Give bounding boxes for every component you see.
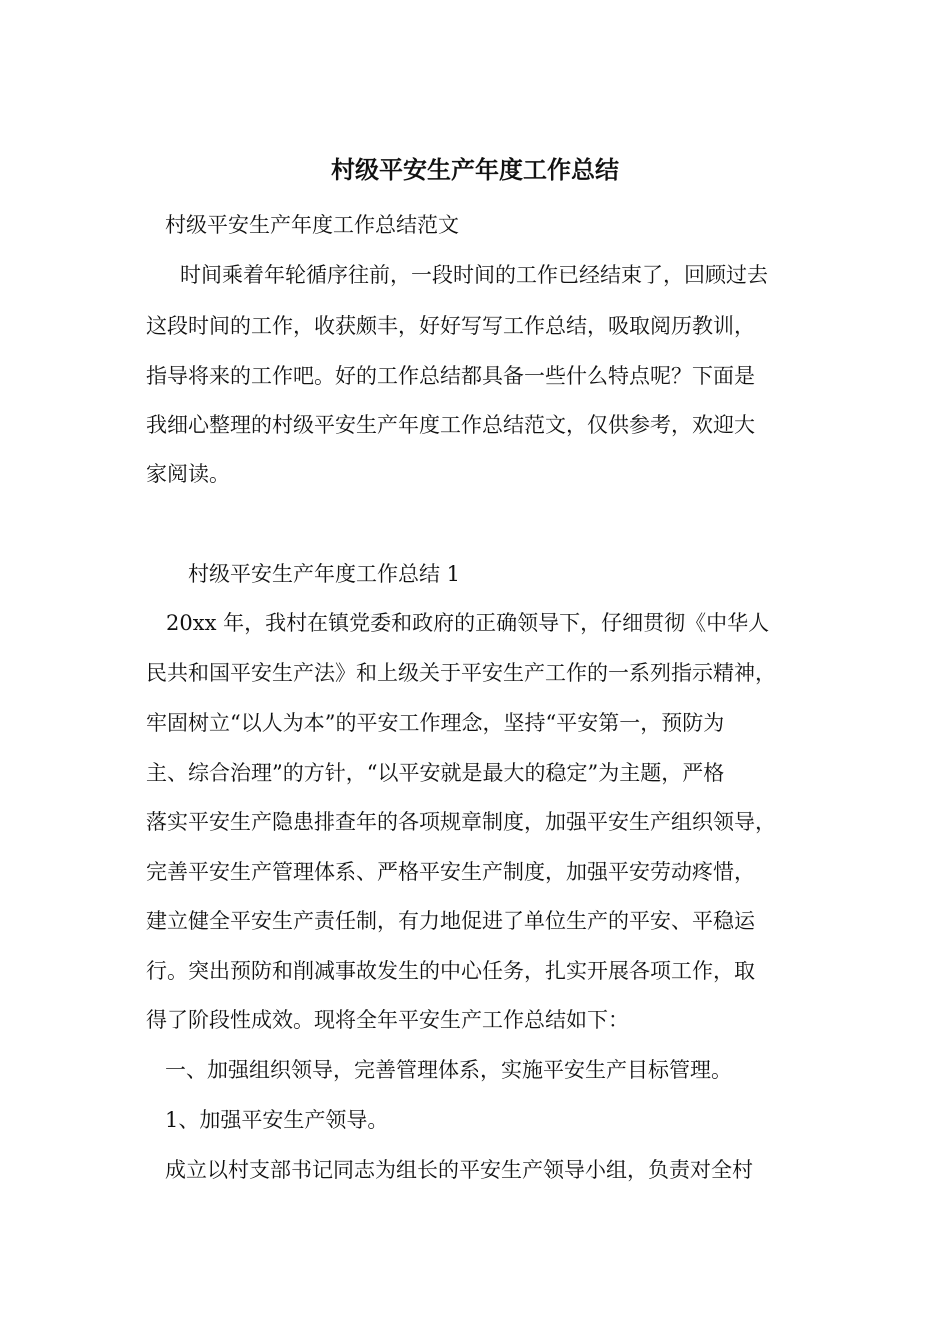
section-line-1: 20xx 年，我村在镇党委和政府的正确领导下，仔细贯彻《中华人 <box>166 611 770 635</box>
section-line-3: 牢固树立“以人为本”的平安工作理念，坚持“平安第一，预防为 <box>146 711 725 735</box>
intro-line-2: 这段时间的工作，收获颇丰，好好写写工作总结，吸取阅历教训， <box>146 314 755 338</box>
section-heading: 村级平安生产年度工作总结 1 <box>188 562 461 586</box>
intro-line-4: 我细心整理的村级平安生产年度工作总结范文，仅供参考，欢迎大 <box>146 413 755 437</box>
section-line-6: 完善平安生产管理体系、严格平安生产制度，加强平安劳动疼惜， <box>146 860 755 884</box>
section-line-9: 得了阶段性成效。现将全年平安生产工作总结如下： <box>146 1008 629 1032</box>
section-line-7: 建立健全平安生产责任制，有力地促进了单位生产的平安、平稳运 <box>146 909 755 933</box>
subpoint-line: 成立以村支部书记同志为组长的平安生产领导小组，负责对全村 <box>165 1158 753 1182</box>
intro-line-5: 家阅读。 <box>146 462 230 486</box>
subpoint-heading: 1、加强平安生产领导。 <box>165 1108 389 1132</box>
section-line-4: 主、综合治理”的方针，“以平安就是最大的稳定”为主题，严格 <box>146 761 725 785</box>
intro-line-1: 时间乘着年轮循序往前，一段时间的工作已经结束了，回顾过去 <box>180 263 768 287</box>
document-title: 村级平安生产年度工作总结 <box>331 155 619 184</box>
intro-line-3: 指导将来的工作吧。好的工作总结都具备一些什么特点呢？下面是 <box>146 364 755 388</box>
section-line-2: 民共和国平安生产法》和上级关于平安生产工作的一系列指示精神， <box>146 661 776 685</box>
document-subtitle: 村级平安生产年度工作总结范文 <box>165 213 459 237</box>
section-line-8: 行。突出预防和削减事故发生的中心任务，扎实开展各项工作，取 <box>146 959 755 983</box>
section-line-5: 落实平安生产隐患排查年的各项规章制度，加强平安生产组织领导， <box>146 810 776 834</box>
point-heading: 一、加强组织领导，完善管理体系，实施平安生产目标管理。 <box>165 1058 732 1082</box>
